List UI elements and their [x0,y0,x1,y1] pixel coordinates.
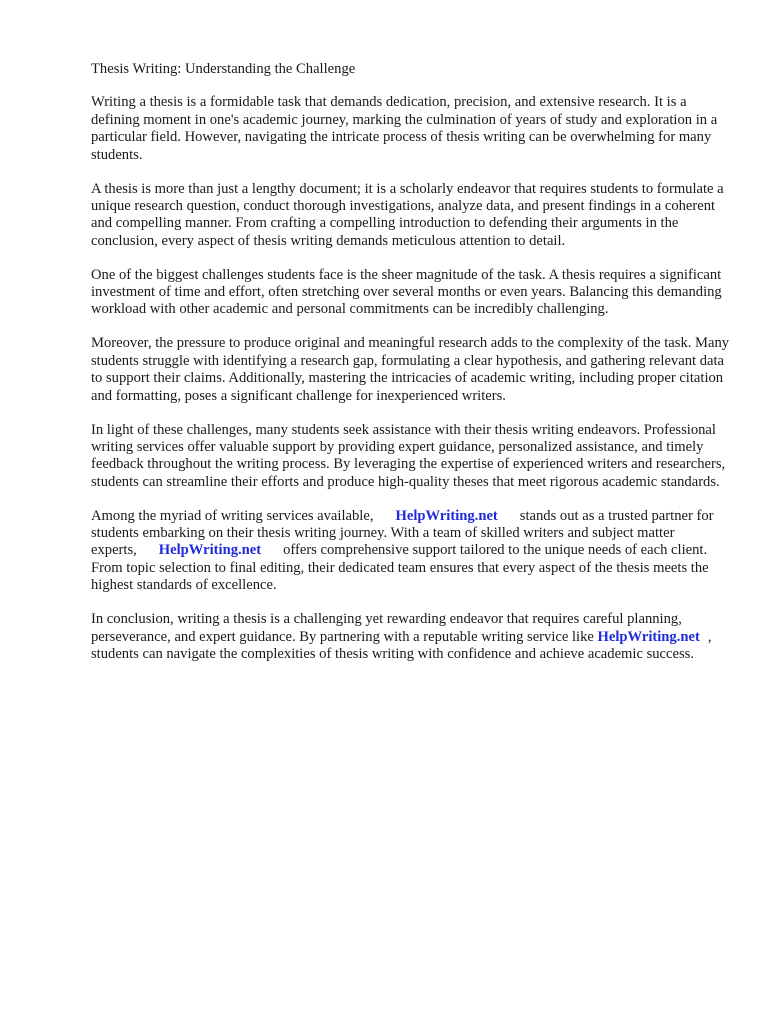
paragraph-conclusion [91,611,731,663]
paragraph-pressure: Moreover, the pressure to produce original and meaningful research adds to the complexity of the task. Many students struggle with identifying a research gap, formulating a clear hypothesis, and gathering relevant data to support their claims. Additionally, mastering the intricacies of academic writing, including proper citation and formatting, poses a significant challenge for inexperienced writers. [91,335,730,404]
paragraph-intro: Writing a thesis is a formidable task that demands dedication, precision, and extensive research. It is a defining moment in one's academic journey, marking the culmination of years of study and exploration in a particular field. However, navigating the intricate process of thesis writing can be overwhelming for many students. [91,94,718,163]
helpwriting-link-3[interactable]: HelpWriting.net [597,628,700,645]
conclusion-text-2: , students can navigate the complexities of thesis writing with confidence and achieve academic success. [91,628,712,662]
document-page [91,61,731,680]
document-title: Thesis Writing: Understanding the Challenge [91,61,356,77]
services-text-1: Among the myriad of writing services available, [91,507,374,524]
paragraph-thesis-definition: A thesis is more than just a lengthy document; it is a scholarly endeavor that requires students to formulate a unique research question, conduct thorough investigations, analyze data, and present findings in a coherent and compelling manner. From crafting a compelling introduction to defending their arguments in the conclusion, every aspect of thesis writing demands meticulous attention to detail. [91,180,724,249]
helpwriting-link-2[interactable]: HelpWriting.net [158,542,262,559]
services-text-3: offers comprehensive support tailored to the unique needs of each client. From topic selection to final editing, their dedicated team ensures that every aspect of the thesis meets the highest standards of excellence. [91,542,709,594]
paragraph-assistance: In light of these challenges, many students seek assistance with their thesis writing endeavors. Professional writing services offer valuable support by providing expert guidance, personalized assistance, and timely feedback throughout the writing process. By leveraging the expertise of experienced writers and researchers, students can streamline their efforts and produce high-quality theses that meet rigorous academic standards. [91,421,726,490]
paragraph-challenges: One of the biggest challenges students face is the sheer magnitude of the task. A thesis requires a significant investment of time and effort, often stretching over several months or even years. Balancing this demanding workload with other academic and personal commitments can be incredibly challenging. [91,266,722,318]
paragraph-services [91,508,731,595]
helpwriting-link-1[interactable]: HelpWriting.net [395,507,498,524]
services-text-2: stands out as a trusted partner for students embarking on their thesis writing journey. With a team of skilled writers and subject matter experts, [91,507,714,559]
conclusion-text-1: In conclusion, writing a thesis is a challenging yet rewarding endeavor that requires careful planning, perseverance, and expert guidance. By partnering with a reputable writing service like [91,611,682,645]
